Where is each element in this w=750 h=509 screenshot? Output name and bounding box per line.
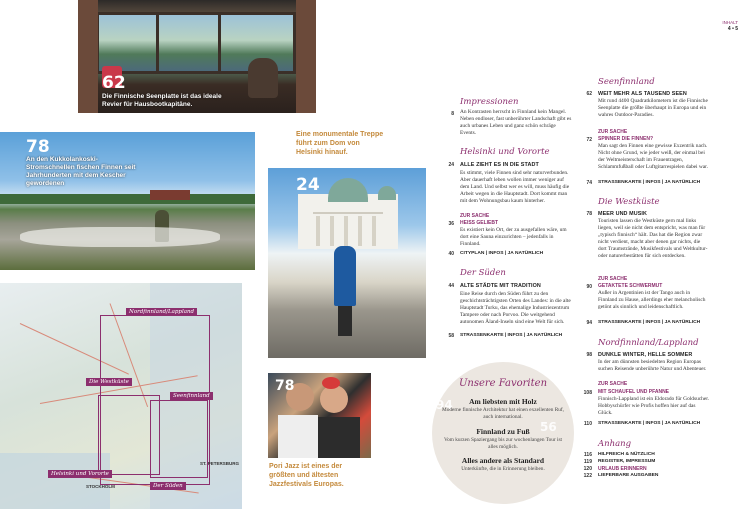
heading-westkueste-2[interactable]: GETAKTETE SCHWERMUT <box>598 283 663 289</box>
zur-sache-westkueste: ZUR SACHE <box>598 276 628 282</box>
favorite-3-text: Unterkünfte, die in Erinnerung bleiben. <box>461 466 545 472</box>
cathedral-photo <box>268 168 426 358</box>
page-sueden[interactable]: 44 <box>448 283 454 289</box>
text-lappland-2: Finnisch-Lappland ist ein Eldorado für Goldsucher. Hobbyschürfer wie Profis hoffen hier auf das Glück. <box>598 396 710 417</box>
region-seenfinnland: Seenfinnland <box>598 77 655 87</box>
zur-sache-helsinki: ZUR SACHE <box>460 213 490 219</box>
text-seenfinnland-2: Man sagt den Finnen eine gewisse Exzentrik nach. Nicht ohne Grund, wie jeder weiß, der einmal bei der Weltmeisterschaft im Frauentragen, Schlammfußball oder Luftgitarrespielen dabei war. <box>598 143 709 171</box>
region-westkueste: Die Westküste <box>598 197 660 207</box>
page-lappland-2[interactable]: 108 <box>583 390 592 396</box>
jazz-page-number: 78 <box>275 378 295 394</box>
text-westkueste: Touristen lassen die Westküste gern mal links liegen, weil sie nicht dem entspricht, was man für „typisch finnisch“ hält. Das hat die Region zwar nicht verdient, macht aber denen gar nichts, die dort Traumstrände, Musikfestivals und Weltkultur- oder naturerbestätten für sich entdecken. <box>598 218 708 260</box>
anhang-entry-4[interactable]: LIEFERBARE AUSGABEN <box>598 473 659 478</box>
heading-helsinki[interactable]: ALLE ZIEHT ES IN DIE STADT <box>460 162 539 168</box>
page-helsinki-3[interactable]: 40 <box>448 251 454 257</box>
jazz-caption: Pori Jazz ist eines der größten und ältesten Jazzfestivals Europas. <box>269 463 344 489</box>
text-seenfinnland: Mit rund 4400 Quadratkilometern ist die Finnische Seenplatte die größte überhaupt in Europa und ein wahres Outdoor-Paradies. <box>598 98 708 119</box>
heading-helsinki-2[interactable]: HEISS GELIEBT <box>460 220 499 226</box>
text-helsinki-2: Es existiert kein Ort, der zu ausgefallen wäre, um dort eine Sauna einzurichten – jedenfalls in Finnland. <box>460 227 567 248</box>
page-anhang-2[interactable]: 119 <box>583 459 592 465</box>
page-helsinki[interactable]: 24 <box>448 162 454 168</box>
cathedral-page-number: 24 <box>296 175 320 195</box>
favorite-2-heading: Finnland zu Fuß <box>476 427 530 436</box>
favorite-1-heading: Am liebsten mit Holz <box>469 397 537 406</box>
text-impressionen: An Kontrasten herrscht in Finnland kein Mangel. Neben endloser, fast unberührter Landschaft gibt es auch urbanes Leben und ganz schön schräge Events. <box>460 109 572 137</box>
page-impressionen[interactable]: 8 <box>451 111 454 117</box>
favorites-number-2: 56 <box>540 420 557 434</box>
page-westkueste-2[interactable]: 90 <box>586 284 592 290</box>
favorite-3-heading: Alles andere als Standard <box>461 456 545 465</box>
map-city-stpetersburg: ST. PETERSBURG <box>200 461 240 466</box>
page-sueden-2[interactable]: 58 <box>448 333 454 339</box>
region-impressionen: Impressionen <box>460 97 519 107</box>
anhang-entry-3[interactable]: URLAUB ERINNERN <box>598 466 647 472</box>
region-lappland: Nordfinnland/Lappland <box>598 338 699 348</box>
service-lappland[interactable]: STRASSENKARTE | INFOS | JA NATÜRLICH <box>598 421 701 426</box>
inhalt-label: INHALT <box>722 20 738 25</box>
page-westkueste[interactable]: 78 <box>586 211 592 217</box>
heading-lappland[interactable]: DUNKLE WINTER, HELLE SOMMER <box>598 352 693 358</box>
page-anhang-3[interactable]: 120 <box>583 466 592 472</box>
cathedral-caption: Eine monumentale Treppe führt zum Dom von Helsinki hinauf. <box>296 131 384 157</box>
text-sueden: Eine Reise durch den Süden führt zu den geschichtsträchtigsten Orten des Landes: in die alte Hauptstadt Turku, das ehemalige Industriezentrum Tampere oder nach Porvoo. Die weitgehend autonomen Åland-Inseln sind eine Welt für sich. <box>460 291 571 326</box>
houseboat-page-number: 62 <box>102 73 126 93</box>
heading-seenfinnland-2[interactable]: SPINNER DIE FINNEN? <box>598 136 654 142</box>
anhang-entry-1[interactable]: HILFREICH & NÜTZLICH <box>598 452 655 457</box>
page-lappland-3[interactable]: 110 <box>583 421 592 427</box>
service-seenfinnland[interactable]: STRASSENKARTE | INFOS | JA NATÜRLICH <box>598 180 701 185</box>
map-tag-westkueste[interactable]: Die Westküste <box>86 378 132 386</box>
favorites-number-1: 94 <box>436 398 453 412</box>
map-tag-lappland[interactable]: Nordfinnland/Lappland <box>126 308 197 316</box>
page-anhang-1[interactable]: 116 <box>583 452 592 458</box>
text-helsinki: Es stimmt, viele Finnen sind sehr naturverbunden. Aber dauerhaft leben wollen immer weniger auf dem Land. Und selbst wer es will, muss häufig die Arbeit wegen in die Hauptstadt. Dort kommt man mit dem Wohnungsbau kaum hinterher. <box>460 170 570 205</box>
region-helsinki: Helsinki und Vororte <box>460 147 550 157</box>
page-header <box>722 20 738 33</box>
page-seenfinnland-2[interactable]: 72 <box>586 137 592 143</box>
map-city-stockholm: STOCKHOLM <box>86 484 115 489</box>
favorites-title: Unsere Favoriten <box>458 378 548 389</box>
heading-sueden[interactable]: ALTE STÄDTE MIT TRADITION <box>460 283 541 289</box>
page-westkueste-3[interactable]: 94 <box>586 320 592 326</box>
favorite-1-text: Moderne finnische Architektur hat einen exzellenten Ruf, auch international. <box>442 407 564 421</box>
rapids-caption: An den Kukkolankoski-Stromschnellen fischen Finnen seit Jahrhunderten mit dem Kescher gewordenen <box>26 156 136 188</box>
zur-sache-seenfinnland: ZUR SACHE <box>598 129 628 135</box>
page-seenfinnland[interactable]: 62 <box>586 91 592 97</box>
page-numbers: 4 • 5 <box>727 26 738 33</box>
service-helsinki[interactable]: CITYPLAN | INFOS | JA NATÜRLICH <box>460 251 544 256</box>
text-lappland: In der am dünnsten besiedelten Region Europas suchen Reisende unberührte Natur und Abenteuer. <box>598 359 707 373</box>
heading-seenfinnland[interactable]: WEIT MEHR ALS TAUSEND SEEN <box>598 91 687 97</box>
favorite-2-text: Vom kurzen Spaziergang bis zur wochenlangen Tour ist alles möglich. <box>443 437 563 451</box>
region-anhang: Anhang <box>598 439 632 449</box>
heading-lappland-2[interactable]: MIT SCHAUFEL UND PFANNE <box>598 389 670 395</box>
text-westkueste-2: Außer in Argentinien ist der Tango auch in Finnland zu Hause, allerdings eher melancholisch getönt als sinnlich und leidenschaftlich. <box>598 290 706 311</box>
rapids-page-number: 78 <box>26 137 50 157</box>
map-tag-helsinki[interactable]: Helsinki und Vororte <box>48 470 112 478</box>
service-sueden[interactable]: STRASSENKARTE | INFOS | JA NATÜRLICH <box>460 333 563 338</box>
region-sueden: Der Süden <box>460 268 506 278</box>
anhang-entry-2[interactable]: REGISTER, IMPRESSUM <box>598 459 656 464</box>
map-tag-sueden[interactable]: Der Süden <box>150 482 186 490</box>
map-region-seen <box>150 400 208 478</box>
houseboat-caption: Die Finnische Seenplatte ist das ideale Revier für Hausbootkapitäne. <box>102 93 222 109</box>
heading-westkueste[interactable]: MEER UND MUSIK <box>598 211 648 217</box>
service-westkueste[interactable]: STRASSENKARTE | INFOS | JA NATÜRLICH <box>598 320 701 325</box>
zur-sache-lappland: ZUR SACHE <box>598 381 628 387</box>
map-tag-seenfinnland[interactable]: Seenfinnland <box>170 392 213 400</box>
page-lappland[interactable]: 98 <box>586 352 592 358</box>
page-seenfinnland-3[interactable]: 74 <box>586 180 592 186</box>
page-helsinki-2[interactable]: 36 <box>448 221 454 227</box>
page-anhang-4[interactable]: 122 <box>583 473 592 479</box>
